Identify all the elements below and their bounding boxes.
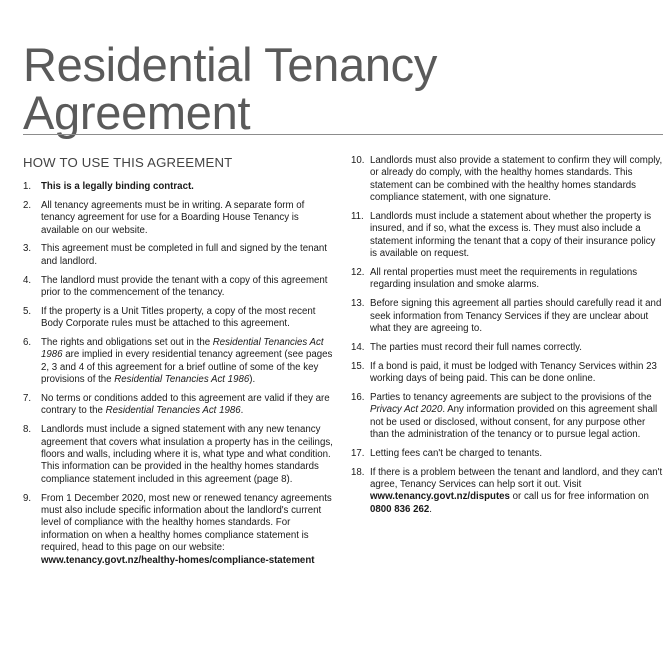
body-text: . [429, 503, 432, 515]
body-text: or call us for free information on [509, 491, 649, 503]
item-text [370, 342, 663, 354]
body-text: All rental properties must meet the requirements in regulations regarding insulation and smoke alarms. [370, 267, 638, 291]
body-text: From 1 December 2020, most new or renewed tenancy agreements must also include specific information about the landlord's current level of compliance with the healthy homes standards. For information on when a healthy homes compliance statement is required, head to this page on our website: [41, 492, 332, 554]
title-divider [23, 134, 663, 135]
list-item [351, 267, 663, 292]
list-item [351, 342, 663, 354]
item-number: 8. [23, 424, 32, 436]
emphasis-text: www.tenancy.govt.nz/disputes [370, 491, 510, 503]
body-text: The landlord must provide the tenant with a copy of this agreement prior to the commencement of the tenancy. [41, 274, 328, 299]
item-number: 15. [351, 360, 365, 372]
body-text: Landlords must include a signed statement with any new tenancy agreement that covers what insulation a property has in the ceilings, floors and walls, including where it is, what type and what condition. This information can be provided in the healthy homes standards compliance statement included in this agreement (page 8). [41, 424, 333, 485]
item-text [41, 424, 339, 486]
list-item [23, 424, 339, 486]
title-line-2: Agreement [23, 86, 251, 140]
item-text [370, 211, 663, 261]
item-text [41, 200, 339, 237]
item-text [370, 298, 663, 335]
body-text: The rights and obligations set out in the [41, 337, 213, 349]
title-line-1: Residential Tenancy [23, 38, 438, 92]
section-heading: HOW TO USE THIS AGREEMENT [23, 155, 233, 170]
body-text: This agreement must be completed in full and signed by the tenant and landlord. [41, 243, 327, 267]
list-item [23, 493, 339, 567]
item-text [370, 467, 663, 517]
item-number: 13. [351, 298, 365, 310]
item-number: 7. [23, 393, 32, 405]
item-number: 11. [351, 211, 364, 223]
item-number: 14. [351, 341, 365, 353]
emphasis-text: This is a legally binding contract. [41, 181, 194, 192]
list-item [23, 306, 339, 331]
body-text: Landlords must include a statement about whether the property is insured, and if so, what the excess is. They must also include a statement informing the tenant that a copy of their insurance policy is available on request. [370, 211, 656, 260]
body-text: . Any information provided on this agreement shall not be used or disclosed, without consent, for any purpose other than the administration of the tenancy or to pursue legal action. [370, 404, 658, 441]
body-text: All tenancy agreements must be in writing. A separate form of tenancy agreement for use for a Boarding House Tenancy is available on our website. [41, 199, 305, 236]
body-text: Letting fees can't be charged to tenants. [370, 447, 543, 459]
item-text [41, 181, 339, 193]
item-number: 12. [351, 267, 365, 279]
body-text: . [240, 405, 244, 417]
act-title-text: Residential Tenancies Act 1986 [105, 405, 241, 417]
item-text [41, 493, 339, 567]
body-text: If the property is a Unit Titles property, a copy of the most recent Body Corporate rules must be attached to this agreement. [41, 305, 316, 330]
body-text: If there is a problem between the tenant and landlord, and they can't agree, Tenancy Services can help sort it out. Visit [370, 466, 663, 491]
list-item [351, 467, 663, 517]
body-text: Parties to tenancy agreements are subject to the provisions of the [370, 391, 652, 403]
body-text: are implied in every residential tenancy agreement (see pages 2, 3 and 4 of this agreement for a brief outline of some of the key provisions of the [41, 349, 333, 386]
item-number: 5. [23, 305, 32, 317]
emphasis-text: www.tenancy.govt.nz/healthy-homes/compliance-statement [41, 554, 315, 566]
body-text: If a bond is paid, it must be lodged with Tenancy Services within 23 working days of being paid. This can be done online. [370, 360, 657, 385]
item-number: 4. [23, 274, 32, 286]
body-text: ). [249, 374, 256, 386]
list-item [351, 211, 663, 261]
item-text [41, 275, 339, 300]
item-number: 16. [351, 391, 365, 403]
instructions-list-right [351, 155, 663, 523]
list-item [23, 275, 339, 300]
list-item [351, 155, 663, 205]
item-number: 9. [23, 492, 32, 504]
item-number: 10. [351, 155, 365, 166]
list-item [23, 200, 339, 237]
list-item [23, 337, 339, 387]
item-text [370, 448, 663, 460]
list-item [23, 393, 339, 418]
body-text: Before signing this agreement all parties should carefully read it and seek information from Tenancy Services if they are unclear about what they are agreeing to. [370, 298, 662, 335]
item-text [41, 337, 339, 387]
list-item [23, 181, 339, 193]
item-text [41, 393, 339, 418]
item-number: 18. [351, 466, 365, 478]
act-title-text: Residential Tenancies Act 1986 [114, 374, 250, 386]
item-text [370, 392, 663, 442]
item-text [370, 361, 663, 386]
item-text [41, 243, 339, 268]
emphasis-text: 0800 836 262 [370, 503, 430, 515]
list-item [23, 243, 339, 268]
list-item [351, 361, 663, 386]
item-text [370, 267, 663, 292]
item-number: 1. [23, 181, 32, 192]
body-text: No terms or conditions added to this agreement are valid if they are contrary to the [41, 393, 330, 417]
item-text [370, 155, 663, 205]
instructions-list-left [23, 181, 339, 573]
item-text [41, 306, 339, 331]
item-number: 17. [351, 447, 365, 459]
item-number: 2. [23, 199, 32, 211]
list-item [351, 448, 663, 460]
act-title-text: Residential Tenancies Act 1986 [41, 337, 324, 361]
act-title-text: Privacy Act 2020 [370, 404, 443, 416]
item-number: 3. [23, 243, 32, 255]
item-number: 6. [23, 337, 32, 349]
document-title [23, 38, 653, 140]
body-text: Landlords must also provide a statement to confirm they will comply, or already do comply, with the healthy homes standards. This statement can be combined with the healthy homes standards compliance statement, with one signature. [370, 155, 663, 204]
list-item [351, 392, 663, 442]
body-text: The parties must record their full names correctly. [370, 341, 582, 353]
list-item [351, 298, 663, 335]
